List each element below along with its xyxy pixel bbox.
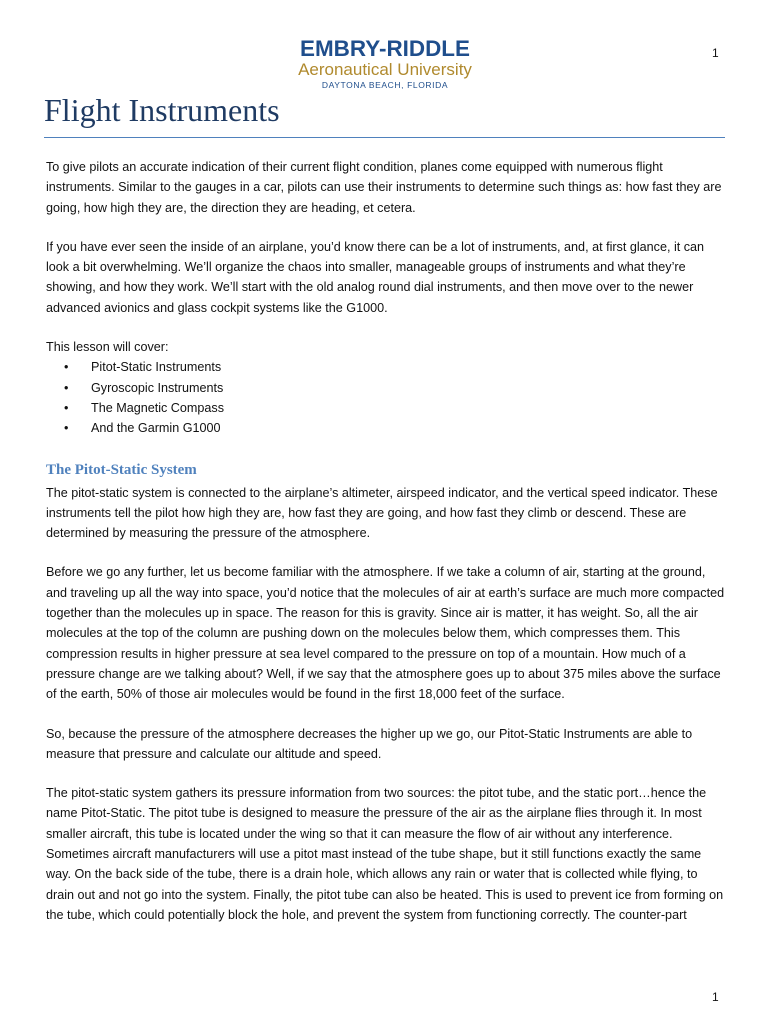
section-paragraph: The pitot-static system is connected to the airplane’s altimeter, airspeed indicator, and the vertical speed indicator. These instruments tell the pilot how high they are, how fast they are going, and how fast they climb or descend. These are determined by measuring the pressure of the atmosphere. xyxy=(46,485,718,541)
section-paragraph: The pitot-static system gathers its pressure information from two sources: the pitot tube, and the static port…hence the name Pitot-Static. The pitot tube is designed to measure the pressure of the air as the airplane flies through it. In most smaller aircraft, this tube is located under the wing so that it can measure the flow of air without any interference. Sometimes aircraft manufacturers will use a pitot mast instead of the tube shape, but it still functions exactly the same way. On the back side of the tube, there is a drain hole, which allows any rain or water that is collected while flying, to drain out and not go into the system. Finally, the pitot tube can also be heated. This is used to prevent ice from forming on the tube, which could potentially block the hole, and prevent the system from functioning correctly. The counter-part xyxy=(46,786,724,922)
list-item xyxy=(46,418,726,438)
topic-label: The Magnetic Compass xyxy=(91,400,224,415)
bullet-icon: • xyxy=(64,400,69,415)
topic-label: And the Garmin G1000 xyxy=(91,421,221,436)
bullet-icon: • xyxy=(64,360,69,375)
bullet-icon: • xyxy=(64,380,69,395)
topic-label: Gyroscopic Instruments xyxy=(91,380,224,395)
section-paragraph: So, because the pressure of the atmosphere decreases the higher up we go, our Pitot-Static Instruments are able to measure that pressure and calculate our altitude and speed. xyxy=(46,726,693,761)
intro-paragraph-1: To give pilots an accurate indication of their current flight condition, planes come equipped with numerous flight instruments. Similar to the gauges in a car, pilots can use their instruments to determine such things as: how fast they are going, how high they are, the direction they are heading, et cetera. xyxy=(46,160,722,215)
footer-page-number: 1 xyxy=(712,990,719,1004)
logo-name: EMBRY-RIDDLE xyxy=(300,36,470,61)
logo-subtitle: Aeronautical University xyxy=(298,60,472,79)
document-body xyxy=(46,157,726,925)
topic-label: Pitot-Static Instruments xyxy=(91,360,222,375)
section-paragraph: Before we go any further, let us become familiar with the atmosphere. If we take a column of air, starting at the ground, and traveling up all the way into space, you’d notice that the molecules of air at earth’s surface are much more compacted together than the molecules up in space. The reason for this is gravity. Since air is matter, it has weight. So, all the air molecules at the top of the column are pushing down on the molecules below them, which compresses them. This compression results in higher pressure at sea level compared to the pressure on top of a mountain. How much of a pressure change are we talking about? Well, if we say that the atmosphere goes up to about 375 miles above the surface of the earth, 50% of those air molecules would be found in the first 18,000 feet of the surface. xyxy=(46,565,725,702)
title-divider xyxy=(44,137,725,138)
page-title: Flight Instruments xyxy=(44,92,280,128)
list-item xyxy=(46,378,726,398)
bullet-icon: • xyxy=(64,421,69,436)
header-page-number: 1 xyxy=(712,46,719,60)
list-item xyxy=(46,398,726,418)
topic-list xyxy=(46,357,726,438)
university-logo xyxy=(283,38,487,91)
logo-location: DAYTONA BEACH, FLORIDA xyxy=(321,80,449,90)
intro-paragraph-2: If you have ever seen the inside of an airplane, you’d know there can be a lot of instruments, and, at first glance, it can look a bit overwhelming. We’ll organize the chaos into smaller, manageable groups of instruments and what they’re showing, and how they work. We’ll start with the old analog round dial instruments, and then move over to the newer advanced avionics and glass cockpit systems like the G1000. xyxy=(46,239,705,315)
section-heading: The Pitot-Static System xyxy=(46,461,197,478)
lesson-intro: This lesson will cover: xyxy=(46,340,169,355)
list-item xyxy=(46,357,726,377)
